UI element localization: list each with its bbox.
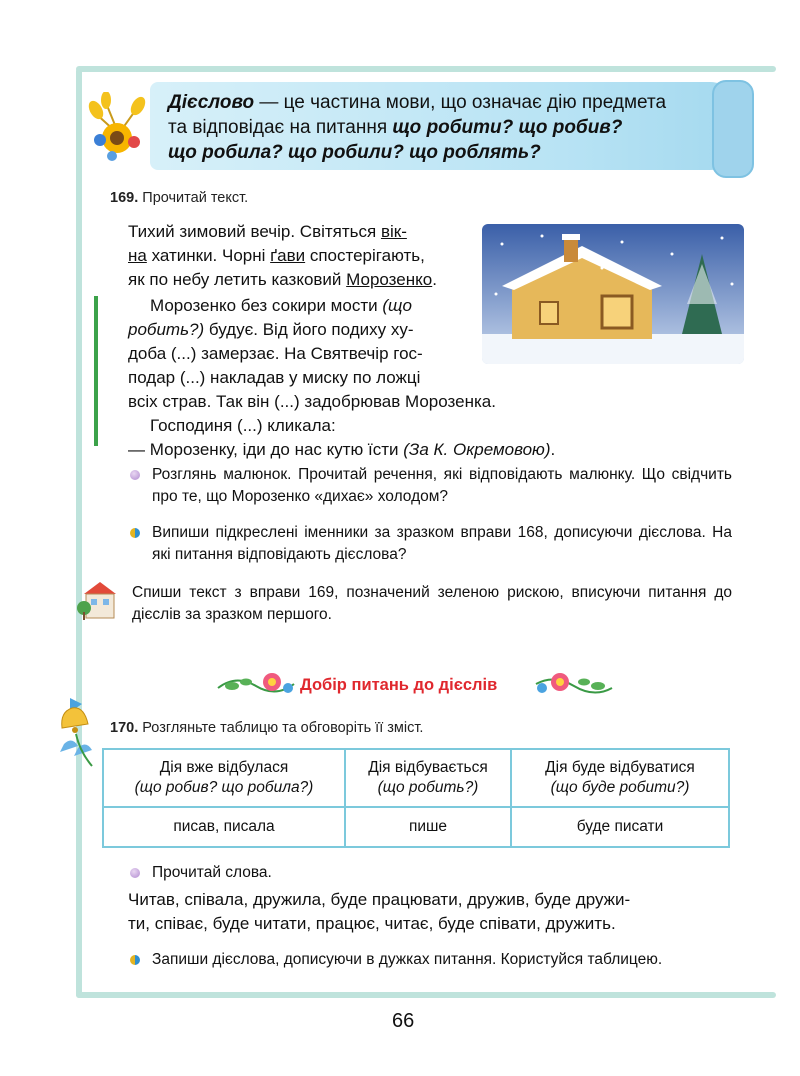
story-text: — Морозенку, іди до нас кутю їсти — [128, 440, 404, 459]
page-frame-bottom — [76, 992, 776, 998]
table-header-cell — [103, 749, 345, 807]
rule-text-2: та відповідає на питання — [168, 117, 393, 138]
rule-text-1: — це частина мови, що означає дію предмета — [254, 92, 667, 113]
exercise-170-text: Розгляньте таблицю та обговоріть її зміст. — [142, 720, 424, 736]
table-cell: буде писати — [511, 807, 729, 847]
exercise-170-instruction — [110, 720, 423, 736]
story-line-9: Господиня (...) кликала: — [150, 416, 336, 435]
header-question: (що буде робити?) — [550, 779, 690, 796]
winter-house-picture — [482, 224, 744, 364]
header-label: Дія буде відбуватися — [545, 759, 695, 776]
story-line-5 — [128, 318, 468, 342]
story-text: будує. Від його подиху ху- — [204, 320, 414, 339]
words-line-1: Читав, співала, дружила, буде працювати, дружив, буде дружи- — [128, 890, 631, 909]
table-header-cell — [345, 749, 511, 807]
exercise-169-text: Прочитай текст. — [142, 190, 249, 206]
header-label: Дія відбувається — [368, 759, 488, 776]
header-question: (що робив? що робила?) — [134, 779, 314, 796]
story-line-8: всіх страв. Так він (...) задобрював Морозенка. — [128, 392, 496, 411]
story-line-1 — [128, 220, 468, 244]
question-hint: (що — [382, 296, 412, 315]
page-number: 66 — [392, 1010, 415, 1032]
page-frame-top — [76, 66, 776, 72]
story-source: (За К. Окремовою) — [403, 440, 551, 459]
story-line-4 — [150, 294, 470, 318]
story-text: Морозенко без сокири мости — [150, 296, 383, 315]
underlined-noun: Морозенко — [346, 270, 433, 289]
homework-task: Спиши текст з вправи 169, позначений зеленою рискою, вписуючи питання до дієслів за зразком першого. — [132, 584, 732, 623]
exercise-169-instruction — [110, 190, 248, 206]
underlined-noun: вік- — [380, 222, 407, 241]
bullet-purple-icon — [130, 470, 140, 480]
exercise-169-task-1: Розглянь малюнок. Прочитай речення, які відповідають малюнку. Що свідчить про те, що Морозенко «дихає» холодом? — [152, 466, 732, 505]
table-row — [103, 807, 729, 847]
question-hint: робить?) — [128, 320, 205, 339]
story-line-3 — [128, 268, 468, 292]
story-line-7: подар (...) накладав у миску по ложці — [128, 368, 421, 387]
rule-title: Дієслово — [168, 92, 255, 113]
exercise-170-number: 170. — [110, 720, 139, 736]
section-heading: Добір питань до дієслів — [300, 676, 498, 694]
rule-questions-1: що робити? що робив? — [392, 117, 623, 138]
header-question: (що робить?) — [377, 779, 479, 796]
exercise-169-number: 169. — [110, 190, 139, 206]
bullet-yellow-blue-icon — [130, 955, 140, 965]
story-text: . — [550, 440, 556, 459]
table-cell: писав, писала — [103, 807, 345, 847]
sunflower-bouquet-icon — [84, 92, 150, 162]
verb-definition — [168, 90, 728, 165]
story-text: Тихий зимовий вечір. Світяться — [128, 222, 381, 241]
floral-ornament-right-icon — [534, 666, 614, 700]
exercise-169-task-2: Випиши підкреслені іменники за зразком вправи 168, дописуючи дієслова. На які питання відповідають дієслова? — [152, 524, 732, 563]
story-text: спостерігають, — [305, 246, 425, 265]
story-line-6: доба (...) замерзає. На Святвечір гос- — [128, 344, 423, 363]
underlined-noun: ґави — [270, 246, 306, 265]
page-frame-left — [76, 68, 82, 998]
bullet-yellow-blue-icon — [130, 528, 140, 538]
words-line-2: ти, співає, буде читати, працює, читає, буде співати, дружить. — [128, 914, 616, 933]
green-marker-line — [94, 296, 98, 446]
header-label: Дія вже відбулася — [159, 759, 289, 776]
home-task-icon — [76, 580, 122, 622]
verb-tense-table — [102, 748, 730, 848]
table-header-row — [103, 749, 729, 807]
story-line-2 — [128, 244, 468, 268]
exercise-170-task-1: Прочитай слова. — [152, 864, 272, 881]
exercise-170-task-2: Запиши дієслова, дописуючи в дужках питання. Користуйся таблицею. — [152, 951, 663, 968]
bullet-purple-icon — [130, 868, 140, 878]
rule-questions-2: що робила? що робили? що роблять? — [168, 142, 541, 163]
story-text: як по небу летить казковий — [128, 270, 347, 289]
story-line-10-text — [128, 426, 688, 459]
underlined-noun: на — [128, 246, 147, 265]
table-cell: пише — [345, 807, 511, 847]
floral-ornament-left-icon — [216, 666, 296, 700]
table-header-cell — [511, 749, 729, 807]
story-text: . — [432, 270, 437, 289]
story-text: хатинки. Чорні — [146, 246, 271, 265]
